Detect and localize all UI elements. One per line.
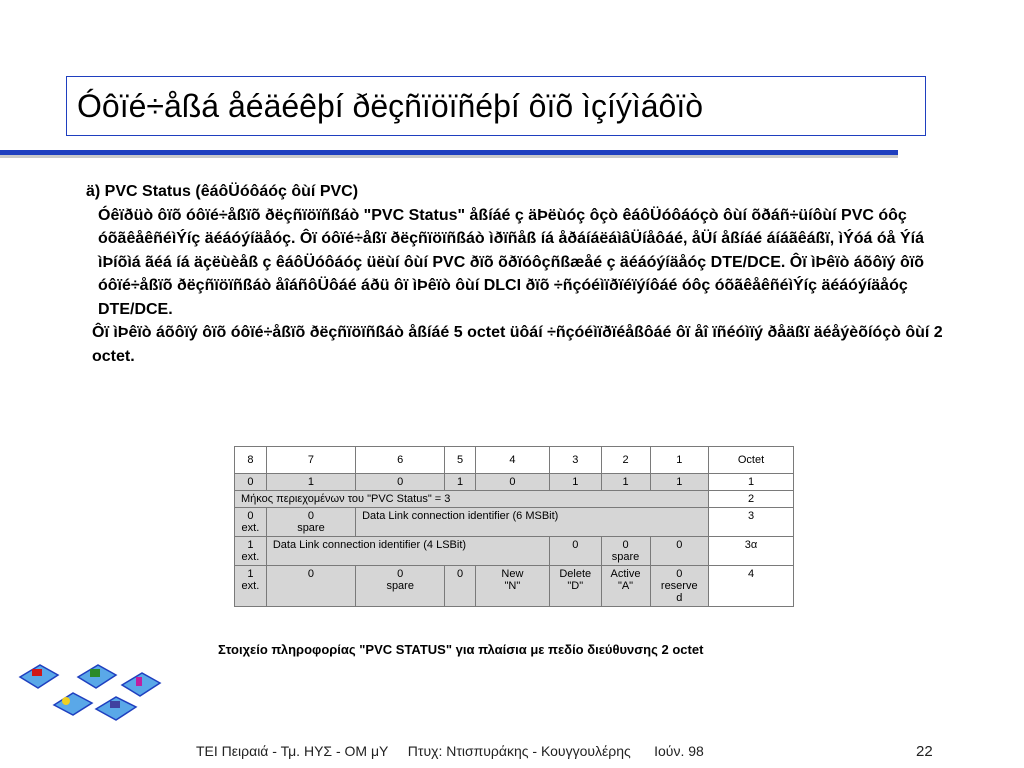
table-cell: New "N" (475, 566, 549, 607)
table-cell: 1 ext. (235, 537, 267, 566)
octet-cell: 3α (709, 537, 794, 566)
table-cell: 0 (550, 537, 602, 566)
table-cell: 1 ext. (235, 566, 267, 607)
paragraph-length: Ôï ìÞêïò áõôïý ôïõ óôïé÷åßïõ ðëçñïöïñßáò åßíáé 5 octet üôáí ÷ñçóéìïðïéåßôáé ôï åî ïñéóìïý ðåäßï äéåýèõíóçò ôùí 2 octet. (92, 324, 943, 365)
table-cell: 0 (235, 474, 267, 491)
table-row (235, 537, 794, 566)
table-cell: 0 spare (266, 508, 355, 537)
octet-cell: 4 (709, 566, 794, 607)
footer-institution: ΤΕΙ Πειραιά - Τμ. ΗΥΣ - ΟΜ μΥ (196, 743, 389, 759)
octet-cell: 1 (709, 474, 794, 491)
table-row (235, 508, 794, 537)
table-cell: 0 spare (601, 537, 650, 566)
slide-body (86, 180, 946, 368)
table-cell: 1 (445, 474, 476, 491)
table-cell: 0 ext. (235, 508, 267, 537)
table-caption: Στοιχείο πληροφορίας "PVC STATUS" για πλαίσια με πεδίο διεύθυνσης 2 octet (218, 642, 704, 657)
table-header-row (235, 447, 794, 474)
table-cell: Data Link connection identifier (6 MSBit) (356, 508, 709, 537)
footer-authors: Πτυχ: Ντισπυράκης - Κουγγουλέρης (407, 743, 631, 759)
footer (196, 743, 704, 759)
table-cell: Data Link connection identifier (4 LSBit) (266, 537, 549, 566)
title-underline-shadow (0, 155, 898, 158)
header-bit-4: 4 (475, 447, 549, 474)
footer-date: Ιούν. 98 (654, 743, 704, 759)
table-cell: Delete "D" (550, 566, 602, 607)
table-cell: 0 spare (356, 566, 445, 607)
header-bit-6: 6 (356, 447, 445, 474)
header-octet: Octet (709, 447, 794, 474)
slide-title: Óôïé÷åßá åéäéêþí ðëçñïöïñéþí ôïõ ìçíýìáôïò (77, 88, 703, 124)
header-bit-1: 1 (650, 447, 709, 474)
header-bit-3: 3 (550, 447, 602, 474)
header-bit-2: 2 (601, 447, 650, 474)
paragraph-purpose: Óêïðüò ôïõ óôïé÷åßïõ ðëçñïöïñßáò "PVC Status" åßíáé ç äÞëùóç ôçò êáôÜóôáóçò ôùí õðáñ÷üíôùí PVC óôç óõãêåêñéìÝíç äéáóýíäåóç. Ôï óôïé÷åßï ðëçñïöïñßáò ìðïñåß íá åðáíáëáìâÜíåôáé, åÜí åßíáé áíáãêáßï, ìÝóá óå Ýíá ìÞíõìá ãéá íá äçëùèåß ç êáôÜóôáóç üëùí ôùí PVC ðïõ õðïóôçñßæåé ç äéáóýíäåóç DTE/DCE. Ôï ìÞêïò áõôïý ôïõ óôïé÷åßïõ ðëçñïöïñßáò åîáñôÜôáé áðü ôï ìÞêïò ôùí DLCI ðïõ ÷ñçóéìïðïéïýíôáé óôç óõãêåêñéìÝíç äéáóýíäåóç DTE/DCE. (98, 206, 925, 318)
table-cell: 1 (550, 474, 602, 491)
table-cell: 0 reserve d (650, 566, 709, 607)
puzzle-network-logo-icon (18, 655, 168, 735)
table-cell: 1 (266, 474, 355, 491)
table-cell: 1 (650, 474, 709, 491)
page-number: 22 (916, 743, 933, 760)
table-cell: 0 (650, 537, 709, 566)
octet-cell: 2 (709, 491, 794, 508)
header-bit-5: 5 (445, 447, 476, 474)
header-bit-7: 7 (266, 447, 355, 474)
octet-cell: 3 (709, 508, 794, 537)
table-cell: 1 (601, 474, 650, 491)
table-row (235, 491, 794, 508)
table-cell: 0 (266, 566, 355, 607)
pvc-status-table (234, 446, 794, 607)
header-bit-8: 8 (235, 447, 267, 474)
table-cell: 0 (356, 474, 445, 491)
table-row (235, 474, 794, 491)
table-cell: Μήκος περιεχομένων του "PVC Status" = 3 (235, 491, 709, 508)
table-cell: Active "A" (601, 566, 650, 607)
title-box (66, 76, 926, 136)
table-cell: 0 (445, 566, 476, 607)
table-row (235, 566, 794, 607)
section-heading: ä) PVC Status (êáôÜóôáóç ôùí PVC) (86, 183, 359, 200)
table-cell: 0 (475, 474, 549, 491)
